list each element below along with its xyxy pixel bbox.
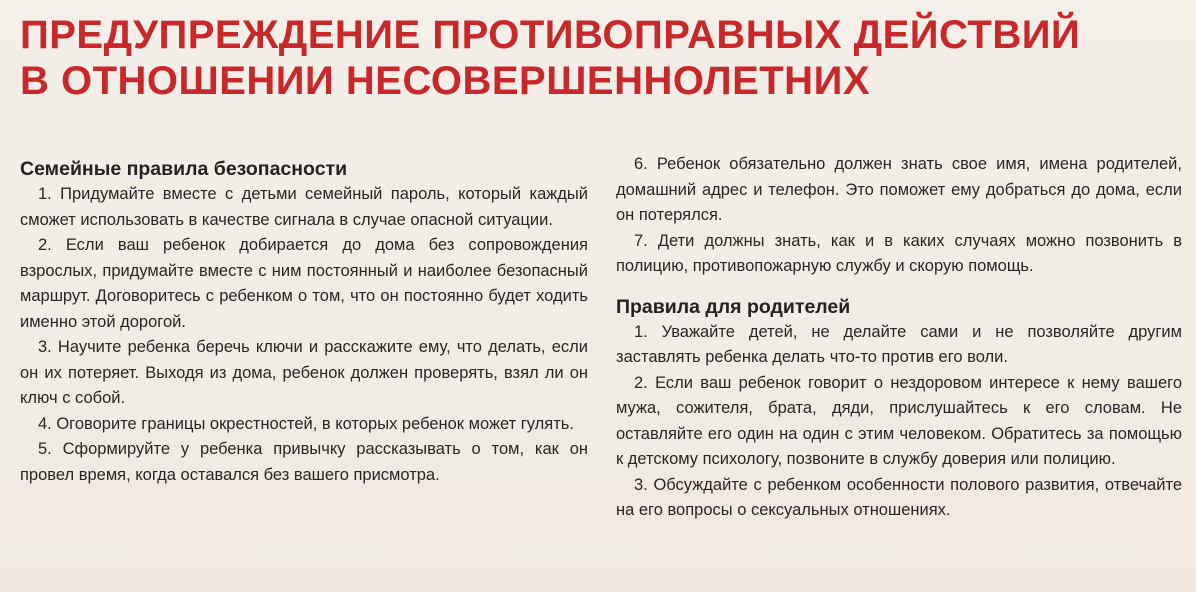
- right-column: [616, 152, 1182, 524]
- title-line-2: В ОТНОШЕНИИ НЕСОВЕРШЕННОЛЕТНИХ: [20, 59, 870, 103]
- family-rule-1: 1. Придумайте вместе с детьми семейный пароль, который каждый сможет использовать в качестве сигнала в случае опасной ситуации.: [20, 185, 588, 229]
- family-rule-3: 3. Научите ребенка беречь ключи и расскажите ему, что делать, если он их потеряет. Выходя из дома, ребенок должен проверять, взял ли он ключ с собой.: [20, 338, 588, 407]
- parent-rule-3: 3. Обсуждайте с ребенком особенности полового развития, отвечайте на его вопросы о сексуальных отношениях.: [616, 475, 1182, 519]
- family-rule-5: 5. Сформируйте у ребенка привычку рассказывать о том, как он провел время, когда оставался без вашего присмотра.: [20, 440, 588, 484]
- parent-rule-2: 2. Если ваш ребенок говорит о нездоровом интересе к нему вашего мужа, сожителя, брата, дяди, прислушайтесь к его словам. Не оставляйте его один на один с этим человеком. Обратитесь за помощью к детскому психологу, позвоните в службу доверия или полицию.: [616, 373, 1182, 468]
- article-columns: [20, 156, 1182, 524]
- family-rule-7: 7. Дети должны знать, как и в каких случаях можно позвонить в полицию, противопожарную службу и скорую помощь.: [616, 231, 1182, 275]
- family-rule-2: 2. Если ваш ребенок добирается до дома без сопровождения взрослых, придумайте вместе с ним постоянный и наиболее безопасный маршрут. Договоритесь с ребенком о том, что он постоянно будет ходить именно этой дорогой.: [20, 236, 588, 331]
- left-column: [20, 156, 588, 524]
- title-line-1: ПРЕДУПРЕЖДЕНИЕ ПРОТИВОПРАВНЫХ ДЕЙСТВИЙ: [20, 13, 1081, 57]
- parent-rules-heading: Правила для родителей: [616, 295, 851, 318]
- parent-rule-1: 1. Уважайте детей, не делайте сами и не позволяйте другим заставлять ребенка делать что-то против его воли.: [616, 322, 1182, 366]
- family-rule-4: 4. Оговорите границы окрестностей, в которых ребенок может гулять.: [38, 414, 574, 433]
- page-title: [20, 12, 1182, 104]
- family-rule-6: 6. Ребенок обязательно должен знать свое имя, имена родителей, домашний адрес и телефон. Это поможет ему добраться до дома, если он потерялся.: [616, 155, 1182, 224]
- family-rules-heading: Семейные правила безопасности: [20, 158, 348, 180]
